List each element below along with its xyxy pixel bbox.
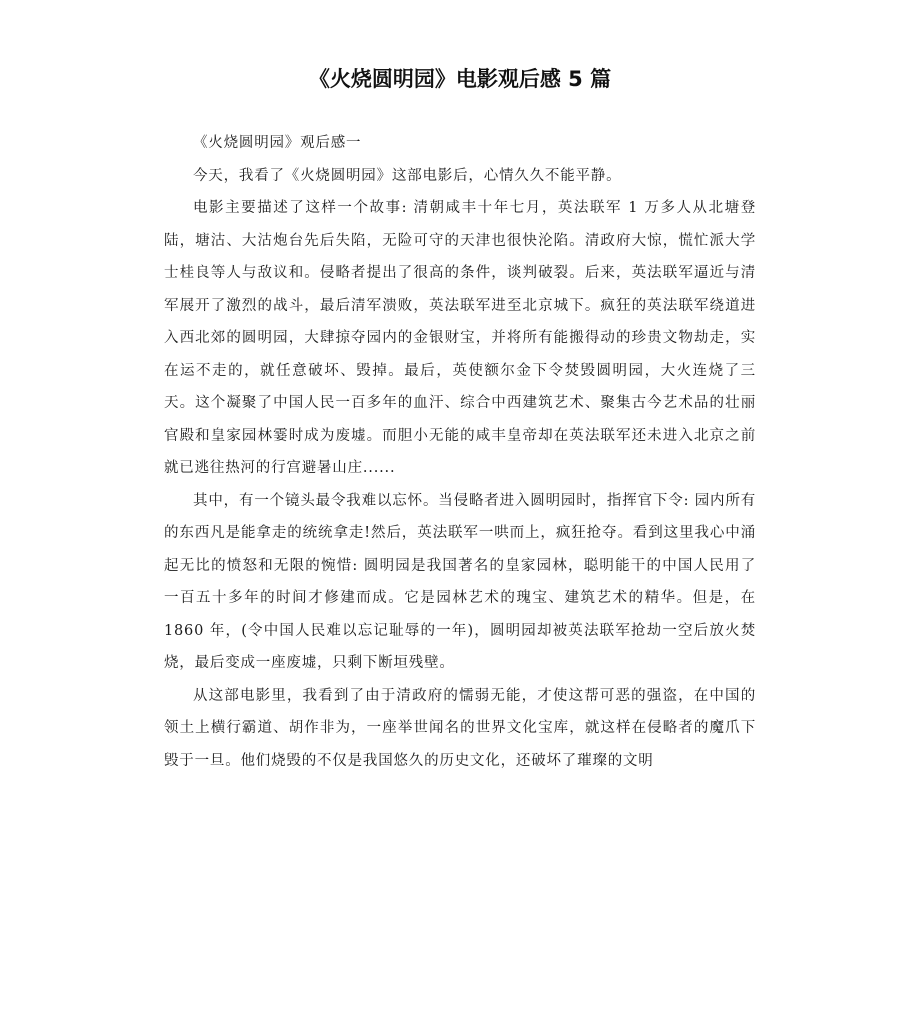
paragraph-reflection: 从这部电影里，我看到了由于清政府的懦弱无能，才使这帮可恶的强盗，在中国的领土上横行霸道、胡作非为，一座举世闻名的世界文化宝库，就这样在侵略者的魔爪下毁于一旦。他们烧毁的不仅是我国悠久的历史文化，还破坏了璀璨的文明: [164, 687, 756, 769]
paragraph-story: 电影主要描述了这样一个故事: 清朝咸丰十年七月，英法联军 1 万多人从北塘登陆，塘沽、大沽炮台先后失陷，无险可守的天津也很快沦陷。清政府大惊，慌忙派大学士桂良等人与敌议和。侵略者提出了很高的条件，谈判破裂。后来，英法联军逼近与清军展开了激烈的战斗，最后清军溃败，英法联军进至北京城下。疯狂的英法联军绕道进入西北郊的圆明园，大肆掠夺园内的金银财宝，并将所有能搬得动的珍贵文物劫走，实在运不走的，就任意破坏、毁掉。最后，英使额尔金下令焚毁圆明园，大火连烧了三天。这个凝聚了中国人民一百多年的血汗、综合中西建筑艺术、聚集古今艺术品的壮丽官殿和皇家园林霎时成为废墟。而胆小无能的咸丰皇帝却在英法联军还未进入北京之前就已逃往热河的行宫避暑山庄......: [164, 200, 756, 476]
paragraph-intro: 今天，我看了《火烧圆明园》这部电影后，心情久久不能平静。: [193, 167, 622, 184]
paragraph-scene: 其中，有一个镜头最令我难以忘怀。当侵略者进入圆明园时，指挥官下令: 园内所有的东西凡是能拿走的统统拿走!然后，英法联军一哄而上，疯狂抢夺。看到这里我心中涌起无比的愤怒和无限的惋惜: 圆明园是我国著名的皇家园林，聪明能干的中国人民用了一百五十多年的时间才修建而成。它是园林艺术的瑰宝、建筑艺术的精华。但是，在 1860 年，(令中国人民难以忘记耻辱的一年)，圆明园却被英法联军抢劫一空后放火焚烧，最后变成一座废墟，只剩下断垣残壁。: [164, 492, 756, 671]
document-body: [164, 127, 756, 777]
section-heading: 《火烧圆明园》观后感一: [193, 135, 362, 151]
document-title: 《火烧圆明园》电影观后感 5 篇: [308, 67, 612, 91]
